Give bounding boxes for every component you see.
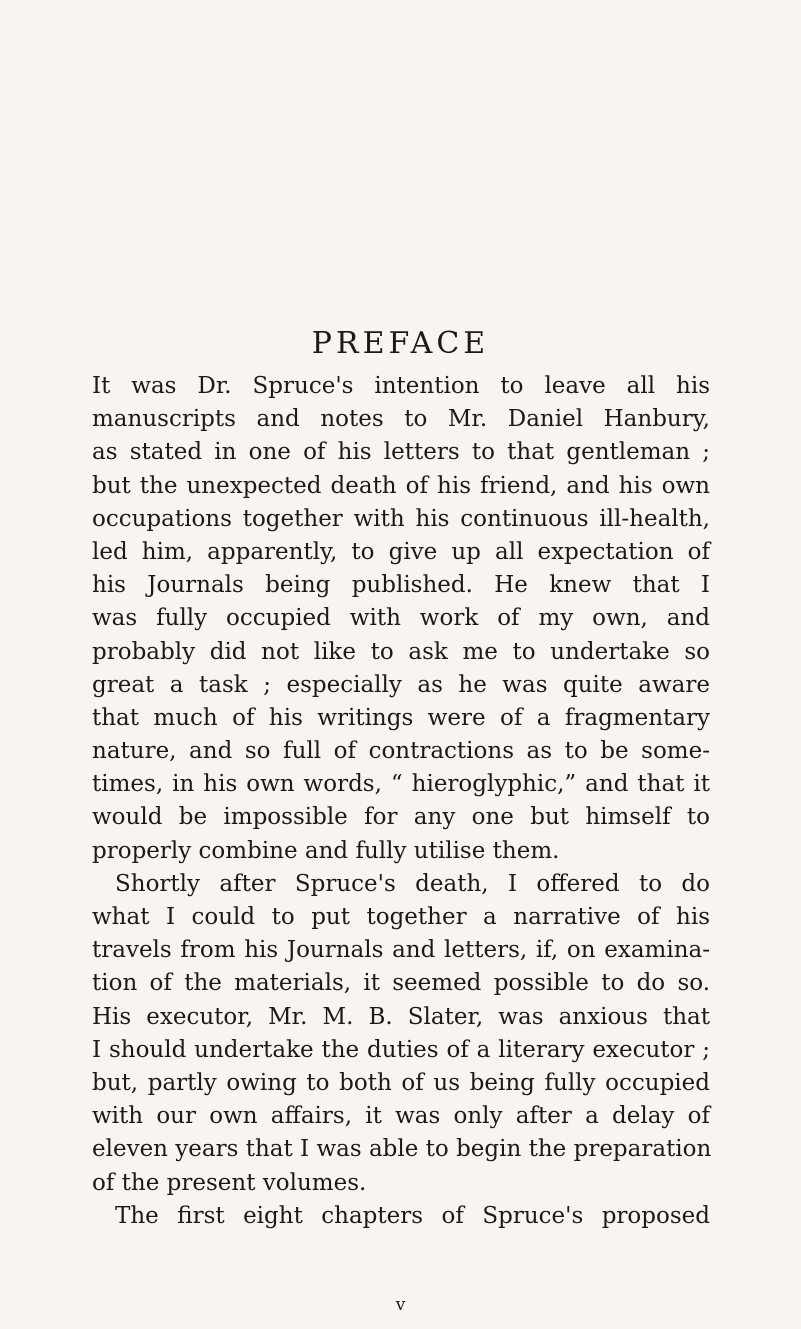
text-line: times, in his own words, “ hieroglyphic,” and that it bbox=[92, 771, 710, 798]
text-line: eleven years that I was able to begin the preparation bbox=[92, 1136, 712, 1163]
text-line: nature, and so full of contractions as to be some- bbox=[92, 738, 710, 765]
text-line: what I could to put together a narrative of his bbox=[92, 904, 710, 930]
page-title: PREFACE bbox=[311, 326, 490, 361]
text-line: was fully occupied with work of my own, and bbox=[92, 605, 710, 632]
text-line: tion of the materials, it seemed possible to do so. bbox=[92, 970, 710, 997]
text-line: led him, apparently, to give up all expectation of bbox=[92, 538, 710, 565]
text-line: travels from his Journals and letters, if, on examina- bbox=[92, 937, 710, 964]
text-line: would be impossible for any one but himself to bbox=[92, 804, 710, 831]
text-line: great a task ; especially as he was quite aware bbox=[92, 671, 710, 698]
text-line: His executor, Mr. M. B. Slater, was anxious that bbox=[92, 1003, 710, 1030]
text-line: but, partly owing to both of us being fully occupied bbox=[92, 1069, 710, 1096]
text-line: Shortly after Spruce's death, I offered to do bbox=[115, 870, 710, 897]
text-line: manuscripts and notes to Mr. Daniel Hanbury, bbox=[92, 406, 710, 433]
preface-body bbox=[92, 370, 710, 1233]
text-line: his Journals being published. He knew that I bbox=[92, 572, 710, 599]
text-line: properly combine and fully utilise them. bbox=[92, 837, 560, 864]
text-line: with our own affairs, it was only after a delay of bbox=[92, 1103, 710, 1130]
text-line: It was Dr. Spruce's intention to leave all his bbox=[92, 373, 710, 399]
text-line: I should undertake the duties of a literary executor ; bbox=[92, 1036, 710, 1063]
text-line: but the unexpected death of his friend, and his own bbox=[92, 472, 710, 499]
text-line: of the present volumes. bbox=[92, 1169, 367, 1196]
text-line: as stated in one of his letters to that gentleman ; bbox=[92, 439, 710, 466]
text-line: occupations together with his continuous ill-health, bbox=[92, 505, 710, 532]
page-number: v bbox=[395, 1295, 406, 1315]
text-line: that much of his writings were of a fragmentary bbox=[92, 704, 710, 731]
text-line: The first eight chapters of Spruce's proposed bbox=[115, 1202, 710, 1229]
text-line: probably did not like to ask me to undertake so bbox=[92, 638, 710, 665]
